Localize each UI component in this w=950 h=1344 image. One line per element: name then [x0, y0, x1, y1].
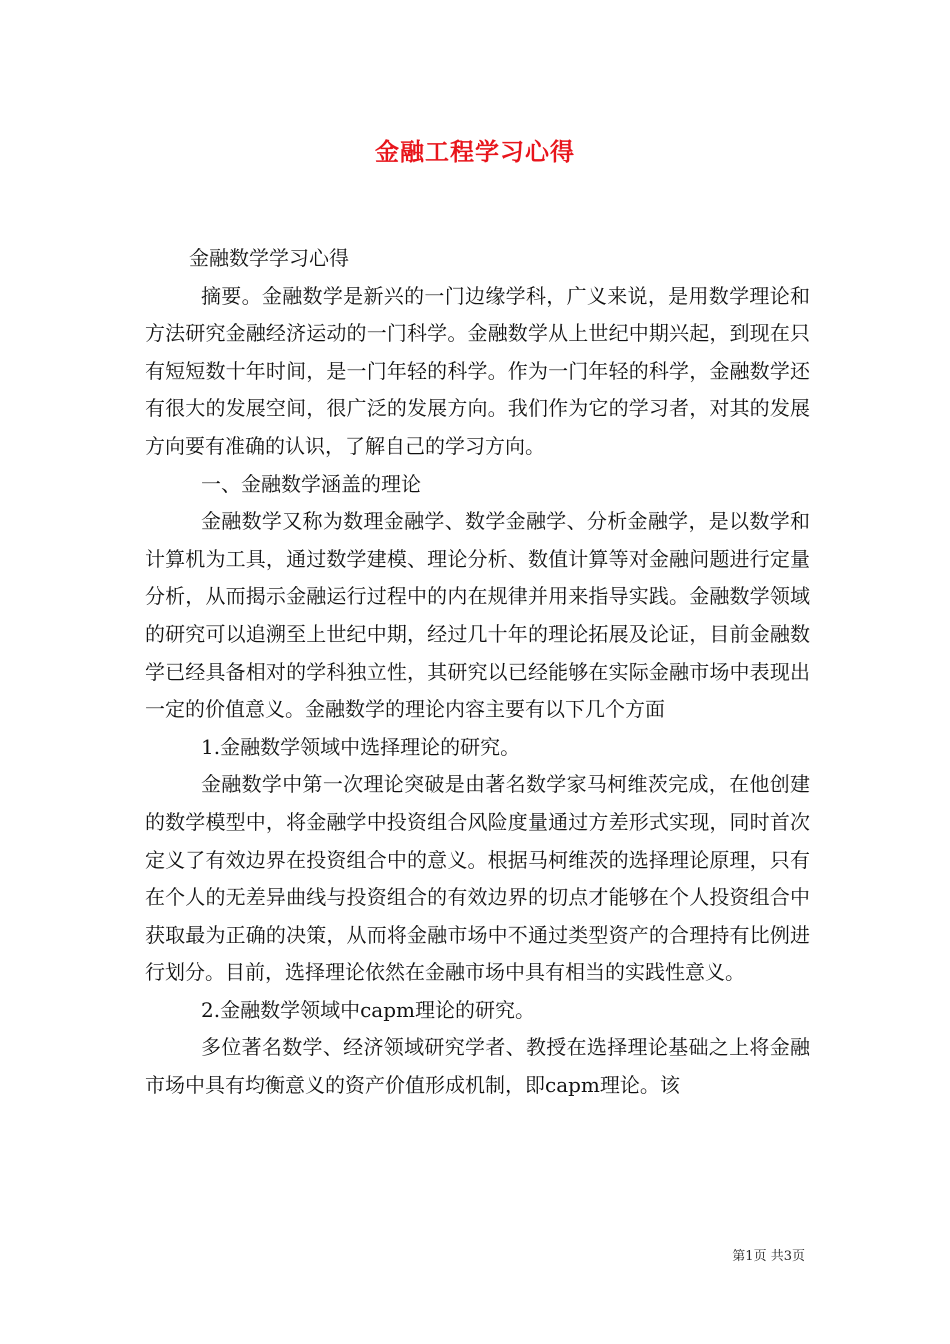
- section-subtitle: 金融数学学习心得: [189, 246, 349, 270]
- document-title: 金融工程学习心得: [375, 137, 575, 166]
- page-number-footer: [732, 1245, 805, 1264]
- document-body: [145, 240, 810, 1105]
- page-suffix: 页: [791, 1249, 805, 1264]
- page-current: 1: [745, 1249, 754, 1264]
- subsection-heading-1: 1.金融数学领域中选择理论的研究。: [201, 734, 521, 759]
- section-heading-1: 一、金融数学涵盖的理论: [201, 471, 421, 496]
- body-paragraph: 金融数学又称为数理金融学、数学金融学、分析金融学，是以数学和计算机为工具，通过数学建模、理论分析、数值计算等对金融问题进行定量分析，从而揭示金融运行过程中的内在规律并用来指导实践。金融数学领域的研究可以追溯至上世纪中期，经过几十年的理论拓展及论证，目前金融数学已经具备相对的学科独立性，其研究以已经能够在实际金融市场中表现出一定的价值意义。金融数学的理论内容主要有以下几个方面: [145, 509, 810, 722]
- abstract-paragraph: 摘要。金融数学是新兴的一门边缘学科，广义来说，是用数学理论和方法研究金融经济运动的一门科学。金融数学从上世纪中期兴起，到现在只有短短数十年时间，是一门年轻的科学。作为一门年轻的科学，金融数学还有很大的发展空间，很广泛的发展方向。我们作为它的学习者，对其的发展方向要有准确的认识，了解自己的学习方向。: [145, 283, 810, 458]
- subsection-heading-2: 2.金融数学领域中capm理论的研究。: [201, 997, 535, 1022]
- page-middle: 页 共: [753, 1249, 784, 1264]
- page-total: 3: [783, 1249, 792, 1264]
- body-paragraph: 金融数学中第一次理论突破是由著名数学家马柯维茨完成，在他创建的数学模型中，将金融学中投资组合风险度量通过方差形式实现，同时首次定义了有效边界在投资组合中的意义。根据马柯维茨的选择理论原理，只有在个人的无差异曲线与投资组合的有效边界的切点才能够在个人投资组合中获取最为正确的决策，从而将金融市场中不通过类型资产的合理持有比例进行划分。目前，选择理论依然在金融市场中具有相当的实践性意义。: [145, 772, 810, 985]
- body-paragraph: 多位著名数学、经济领域研究学者、教授在选择理论基础之上将金融市场中具有均衡意义的资产价值形成机制，即capm理论。该: [145, 1035, 810, 1098]
- page-prefix: 第: [732, 1249, 746, 1264]
